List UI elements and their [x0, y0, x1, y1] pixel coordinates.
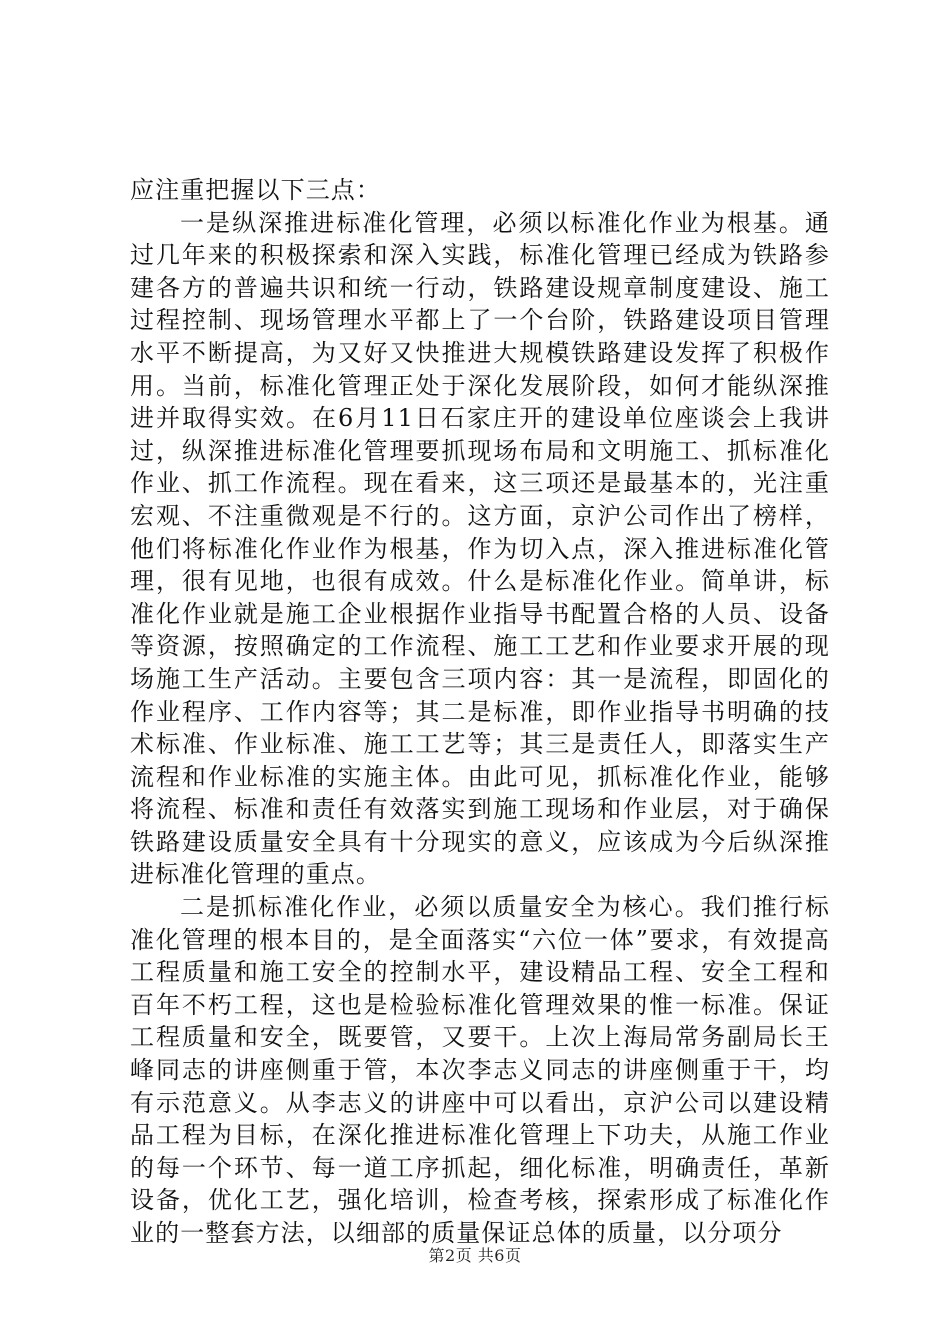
- document-body: [130, 174, 830, 1250]
- paragraph-point-two: 二是抓标准化作业，必须以质量安全为核心。我们推行标准化管理的根本目的，是全面落实“六位一体”要求，有效提高工程质量和施工安全的控制水平，建设精品工程、安全工程和百年不朽工程，这也是检验标准化管理效果的惟一标准。保证工程质量和安全，既要管，又要干。上次上海局常务副局长王峰同志的讲座侧重于管，本次李志义同志的讲座侧重于干，均有示范意义。从李志义的讲座中可以看出，京沪公司以建设精品工程为目标，在深化推进标准化管理上下功夫，从施工作业的每一个环节、每一道工序抓起，细化标准，明确责任，革新设备，优化工艺，强化培训，检查考核，探索形成了标准化作业的一整套方法，以细部的质量保证总体的质量，以分项分: [130, 893, 830, 1247]
- paragraph-point-one: 一是纵深推进标准化管理，必须以标准化作业为根基。通过几年来的积极探索和深入实践，标准化管理已经成为铁路参建各方的普遍共识和统一行动，铁路建设规章制度建设、施工过程控制、现场管理水平都上了一个台阶，铁路建设项目管理水平不断提高，为又好又快推进大规模铁路建设发挥了积极作用。当前，标准化管理正处于深化发展阶段，如何才能纵深推进并取得实效。在6月11日石家庄开的建设单位座谈会上我讲过，纵深推进标准化管理要抓现场布局和文明施工、抓标准化作业、抓工作流程。现在看来，这三项还是最基本的，光注重宏观、不注重微观是不行的。这方面，京沪公司作出了榜样，他们将标准化作业作为根基，作为切入点，深入推进标准化管理，很有见地，也很有成效。什么是标准化作业。简单讲，标准化作业就是施工企业根据作业指导书配置合格的人员、设备等资源，按照确定的工作流程、施工工艺和作业要求开展的现场施工生产活动。主要包含三项内容：其一是流程，即固化的作业程序、工作内容等；其二是标准，即作业指导书明确的技术标准、作业标准、施工工艺等；其三是责任人，即落实生产流程和作业标准的实施主体。由此可见，抓标准化作业，能够将流程、标准和责任有效落实到施工现场和作业层，对于确保铁路建设质量安全具有十分现实的意义，应该成为今后纵深推进标准化管理的重点。: [130, 208, 830, 889]
- page-number-footer: 第2页 共6页: [428, 1246, 522, 1265]
- paragraph-intro: 应注重把握以下三点：: [130, 176, 381, 204]
